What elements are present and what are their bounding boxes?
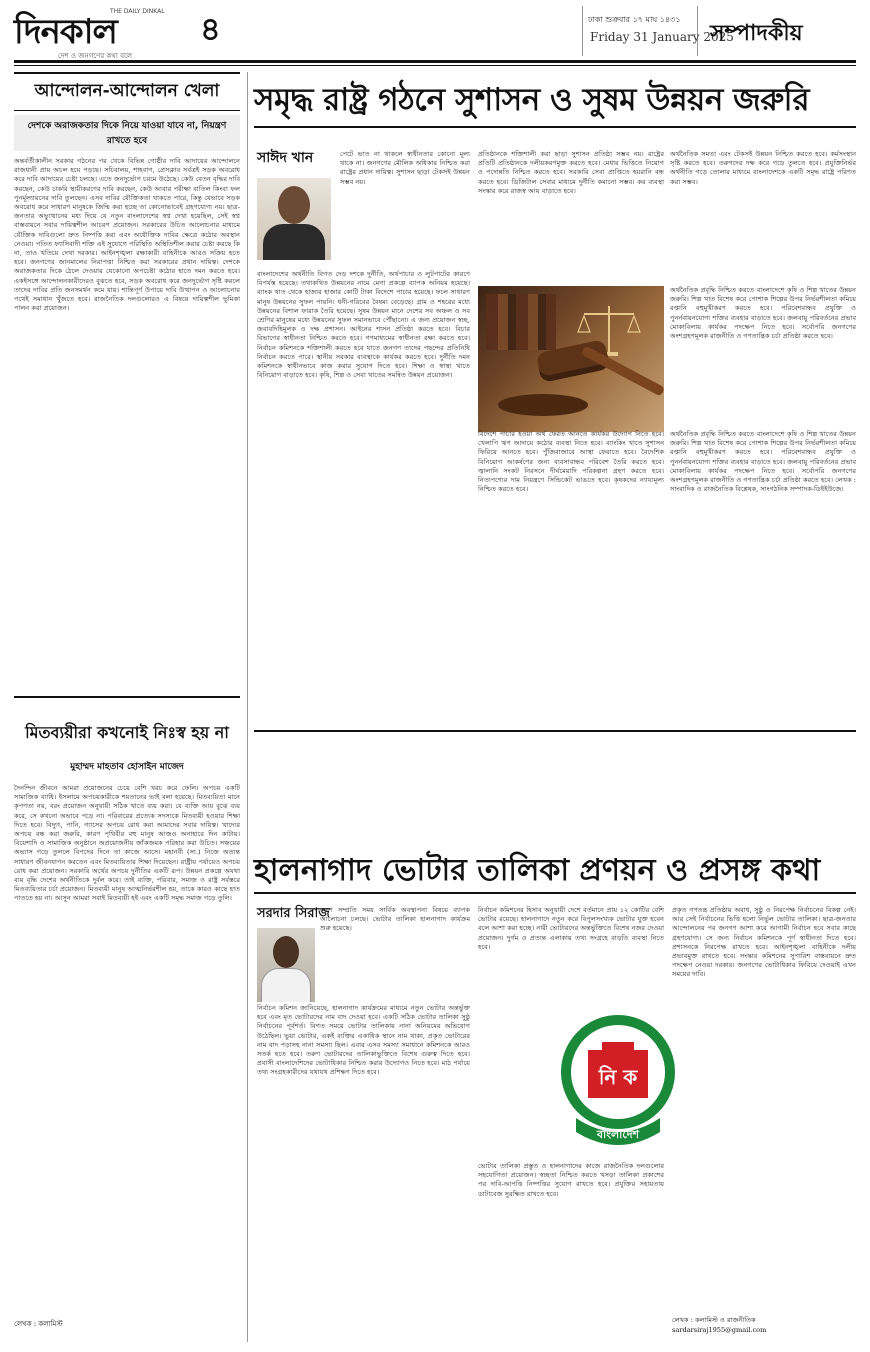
editorial-body: অন্তর্বর্তীকালীন সরকার গঠনের পর থেকে বিভিন্ন গোষ্ঠীর দাবি আদায়ের আন্দোলনে রাজধানী প্রায় অচল হয়ে পড়ছে। সচিবালয়, শাহবাগ, প্রেসক্লাব সর্বত্রই সড়ক অবরোধ করে দাবি আদায়ের চেষ্টা চলছে। এতে জনদুর্ভোগ চরমে উঠেছে। কেউ বেতন বৃদ্ধির দাবি করছেন, কেউ চাকরি স্থায়ীকরণের দাবি করছেন, কেউ আবার পরীক্ষা বাতিল কিংবা ফল পুনর্মূল্যায়নের দাবি তুলছেন। এসব দাবির যৌক্তিকতা থাকতে পারে, কিন্তু যেভাবে সড়ক অবরোধ করে সাধারণ মানুষকে জিম্মি করা হচ্ছে তা কোনোভাবেই গ্রহণযোগ্য নয়। ছাত্র-জনতার অভ্যুত্থানের মধ্য দিয়ে যে নতুন বাংলাদেশের স্বপ্ন দেখা হয়েছিল, সেই স্বপ্ন বাস্তবায়নে সবার দায়িত্বশীল আচরণ প্রয়োজন। সরকারের উচিত আলোচনার মাধ্যমে যৌক্তিক দাবিগুলো দ্রুত নিষ্পত্তি করা এবং অযৌক্তিক দাবির ক্ষেত্রে কঠোর অবস্থান নেওয়া। পতিত ফ্যাসিবাদী শক্তি এই সুযোগে পরিস্থিতি অস্থিতিশীল করার চেষ্টা করছে কি না, তাও খতিয়ে দেখা দরকার। আইনশৃঙ্খলা রক্ষাকারী বাহিনীকে আরও সক্রিয় হতে হবে। জনগণের জানমালের নিরাপত্তা নিশ্চিত করা সরকারের প্রধান দায়িত্ব। দেশকে অরাজকতার দিকে ঠেলে দেওয়ার যেকোনো অপচেষ্টা কঠোর হাতে দমন করতে হবে। একইসঙ্গে আন্দোলনকারীদেরও বুঝতে হবে, সড়ক অবরোধ করে জনদুর্ভোগ সৃষ্টি করলে তাদের দাবির প্রতি জনসমর্থন কমে যায়। শান্তিপূর্ণ উপায়ে দাবি উত্থাপন ও আলোচনার পথেই সমাধান খুঁজতে হবে। রাজনৈতিক দলগুলোরও এ বিষয়ে দায়িত্বশীল ভূমিকা পালন করা প্রয়োজন।	[14, 157, 240, 313]
article1-col2-cont: বিদেশে পাচার হওয়া অর্থ ফেরত আনতে কার্যকর উদ্যোগ নিতে হবে। খেলাপি ঋণ আদায়ে কঠোর ব্যবস্থা নিতে হবে। ব্যাংকিং খাতে সুশাসন ফিরিয়ে আনতে হবে। পুঁজিবাজারে আস্থা ফেরাতে হবে। বৈদেশিক বিনিয়োগ আকর্ষণের জন্য ব্যবসাবান্ধব পরিবেশ তৈরি করতে হবে। জ্বালানি সংকট নিরসনে দীর্ঘমেয়াদি পরিকল্পনা গ্রহণ করতে হবে। নিত্যপণ্যের দাম নিয়ন্ত্রণে সিন্ডিকেট ভাঙতে হবে। কৃষকদের ন্যায্যমূল্য নিশ্চিত করতে হবে।	[478, 430, 664, 494]
author-photo	[257, 178, 331, 260]
masthead-rule-thin	[14, 65, 856, 66]
article1-footer: লেখক : সাংবাদিক ও রাজনৈতিক বিশ্লেষক, সাংগঠনিক সম্পাদক-ডিইইউজে।	[670, 476, 856, 494]
thrift-footer: লেখক : কলামিস্ট	[14, 1320, 63, 1328]
article2-email[interactable]: sardarsiraj1955@gmail.com	[672, 1326, 767, 1334]
article1-byline: সাঈদ খান	[257, 150, 314, 166]
paper-tagline: দেশ ও জনগণের কথা বলে	[58, 52, 133, 60]
paper-sub: THE DAILY DINKAL	[110, 8, 165, 15]
column-divider	[247, 72, 248, 1342]
article2-byline: সরদার সিরাজ	[257, 906, 330, 921]
article2-col3-text: প্রকৃত গণতন্ত্র প্রতিষ্ঠায় অবাধ, সুষ্ঠু ও নিরপেক্ষ নির্বাচনের বিকল্প নেই। আর সেই নির্বাচনের ভিত্তি হলো নির্ভুল ভোটার তালিকা। ছাত্র-জনতার আন্দোলনের পর জনগণ আশা করে আগামী নির্বাচন হবে সবার কাছে গ্রহণযোগ্য। সে জন্য নির্বাচন কমিশনকে পূর্ণ স্বাধীনতা দিতে হবে। প্রশাসনকে নিরপেক্ষ রাখতে হবে। আইনশৃঙ্খলা বাহিনীকে দলীয় প্রভাবমুক্ত রাখতে হবে। সংস্কার কমিশনের সুপারিশ বাস্তবায়নে দ্রুত পদক্ষেপ নেওয়া দরকার। জনগণের ভোটাধিকার ফিরিয়ে দেওয়াই এখন সময়ের দাবি।	[672, 906, 856, 979]
article2-col2-cont: ভোটার তালিকা প্রস্তুত ও হালনাগাদের কাজে রাজনৈতিক দলগুলোর সহযোগিতা প্রয়োজন। স্বচ্ছতা নিশ্চিত করতে খসড়া তালিকা প্রকাশের পর দাবি-আপত্তি নিষ্পত্তির সুযোগ রাখতে হবে। প্রযুক্তির সহায়তায় ডাটাবেজ সুরক্ষিত রাখতে হবে।	[478, 1162, 664, 1198]
thrift-headline[interactable]: মিতব্যয়ীরা কখনোই নিঃস্ব হয় না	[25, 723, 229, 742]
left-column-rule	[14, 696, 240, 698]
election-commission-logo	[556, 1010, 680, 1162]
gavel-block	[498, 394, 588, 416]
masthead-rule	[14, 60, 856, 63]
article2-col2: নির্বাচন কমিশনের হিসাব অনুযায়ী দেশে বর্তমানে প্রায় ১২ কোটির বেশি ভোটার রয়েছে। হালনাগাদে নতুন করে বিপুলসংখ্যক ভোটার যুক্ত হবেন বলে আশা করা হচ্ছে। নারী ভোটারদের অন্তর্ভুক্তিতে বিশেষ নজর দেওয়া প্রয়োজন। দুর্গম ও প্রত্যন্ত এলাকায় তথ্য সংগ্রহে বাড়তি ব্যবস্থা নিতে হবে।	[478, 906, 664, 951]
editorial-subhead: দেশকে অরাজকতার দিকে নিয়ে যাওয়া যাবে না, নিয়ন্ত্রণ রাখতে হবে	[14, 115, 240, 151]
author2-face	[273, 936, 299, 968]
article2-footer: লেখক : কলামিস্ট ও রাজনীতিক	[672, 1316, 756, 1324]
section-title: সম্পাদকীয়	[710, 21, 803, 46]
article2-headline[interactable]: হালনাগাদ ভোটার তালিকা প্রণয়ন ও প্রসঙ্গ কথা	[254, 853, 821, 888]
date-english: Friday 31 January 2025	[590, 30, 734, 44]
paper-name: দিনকাল	[14, 12, 117, 52]
article2-col3	[672, 906, 856, 1340]
article1-col3-cont: অর্থনৈতিক প্রবৃদ্ধি নিশ্চিত করতে বাংলাদেশে কৃষি ও শিল্প খাতের উন্নয়ন জরুরি। শিল্প খাত বিশেষ করে পোশাক শিল্পের উপর নির্ভরশীলতা কমিয়ে রপ্তানি বহুমুখীকরণ করতে হবে। পরিবেশবান্ধব প্রযুক্তি ও পুনর্নবায়নযোগ্য শক্তির ব্যবহার বাড়াতে হবে। জলবায়ু পরিবর্তনের প্রভাব মোকাবিলায় কার্যকর পদক্ষেপ নিতে হবে। সর্বোপরি জনগণের অংশগ্রহণমূলক রাজনীতি ও গণতান্ত্রিক চর্চা প্রতিষ্ঠা করতে হবে।	[670, 286, 856, 341]
ec-logo-country: বাংলাদেশ	[596, 1128, 640, 1141]
article2-rule	[254, 892, 856, 894]
article2-col1: নির্বাচন কমিশন জানিয়েছে, হালনাগাদ কার্যক্রমের মাধ্যমে নতুন ভোটার অন্তর্ভুক্ত হবে এবং মৃত ভোটারদের নাম বাদ দেওয়া হবে। একটি সঠিক ভোটার তালিকা সুষ্ঠু নির্বাচনের পূর্বশর্ত। বিগত সময়ে ভোটার তালিকায় নানা অনিয়মের অভিযোগ উঠেছিল। ভুয়া ভোটার, একই ব্যক্তির একাধিক স্থানে নাম থাকা, প্রকৃত ভোটারের নাম বাদ পড়াসহ নানা সমস্যা ছিল। এবার এসব সমস্যা সমাধানে কমিশনকে আরও সতর্ক হতে হবে। তরুণ ভোটারদের তালিকাভুক্তিতে বিশেষ গুরুত্ব দিতে হবে। প্রবাসী বাংলাদেশিদের ভোটাধিকার নিশ্চিত করার উদ্যোগও নিতে হবে। মাঠ পর্যায়ে তথ্য সংগ্রহকারীদের যথাযথ প্রশিক্ষণ দিতে হবে।	[257, 1004, 470, 1077]
masthead	[0, 0, 870, 80]
article-separator	[254, 730, 856, 732]
author2-photo	[257, 928, 315, 1002]
article1-col1: বাংলাদেশের অর্থনীতি বিগত দেড় দশকে দুর্নীতি, অর্থপাচার ও লুটপাটের কারণে বিপর্যস্ত হয়েছে। তথাকথিত উন্নয়নের নামে মেগা প্রকল্পে ব্যাপক অনিয়ম হয়েছে। ব্যাংক খাত থেকে হাজার হাজার কোটি টাকা বিদেশে পাচার হয়েছে। ফলে সাধারণ মানুষ উন্নয়নের সুফল পায়নি। ধনী-গরিবের বৈষম্য বেড়েছে। গ্রাম ও শহরের মধ্যে উন্নয়নের বিশাল ফারাক তৈরি হয়েছে। সুষম উন্নয়ন মানে দেশের সব অঞ্চল ও সব শ্রেণির মানুষের মধ্যে উন্নয়নের সুফল সমানভাবে পৌঁছানো। এ জন্য প্রয়োজন স্বচ্ছ, জবাবদিহিমূলক ও দক্ষ প্রশাসন। আইনের শাসন প্রতিষ্ঠা করতে হবে। বিচার বিভাগের স্বাধীনতা নিশ্চিত করতে হবে। গণমাধ্যমের স্বাধীনতা রক্ষা করতে হবে। নির্বাচন কমিশনকে শক্তিশালী করতে হবে যাতে জনগণ তাদের পছন্দের প্রতিনিধি নির্বাচন করতে পারে। স্থানীয় সরকার ব্যবস্থাকে কার্যকর করতে হবে। দুর্নীতি দমন কমিশনকে স্বাধীনভাবে কাজ করার সুযোগ দিতে হবে। শিক্ষা ও স্বাস্থ্য খাতে বিনিয়োগ বাড়াতে হবে। কৃষি, শিল্প ও সেবা খাতের সমন্বিত উন্নয়ন প্রয়োজন।	[257, 270, 470, 380]
article2-intro: দেশে সম্প্রতি সময় সার্বিক অবস্থাপনা বিষয়ে ব্যাপক আলোচনা চলছে। ভোটার তালিকা হালনাগাদ কার্যক্রম শুরু হয়েছে।	[320, 906, 470, 933]
article1-col3: অর্থনৈতিক সমতা এবং টেকসই উন্নয়ন নিশ্চিত করতে হবে। কর্মসংস্থান সৃষ্টি করতে হবে। তরুণদের দক্ষ করে গড়ে তুলতে হবে। প্রযুক্তিনির্ভর অর্থনীতি গড়ে তোলার মাধ্যমে বাংলাদেশকে একটি সমৃদ্ধ রাষ্ট্রে পরিণত করা সম্ভব।	[670, 150, 856, 186]
editorial-headline[interactable]: আন্দোলন-আন্দোলন খেলা	[14, 72, 240, 111]
author-body	[263, 224, 325, 260]
article1-intro: পেটে ভাত না থাকলে স্বাধীনতার কোনো মূল্য থাকে না। জনগণের মৌলিক অধিকার নিশ্চিত করা রাষ্ট্রের প্রধান দায়িত্ব। সুশাসন ছাড়া টেকসই উন্নয়ন সম্ভব নয়।	[340, 150, 470, 186]
gavel-photo	[478, 286, 664, 432]
article1-col4-text: অর্থনৈতিক প্রবৃদ্ধি নিশ্চিত করতে বাংলাদেশে কৃষি ও শিল্প খাতের উন্নয়ন জরুরি। শিল্প খাত বিশেষ করে পোশাক শিল্পের উপর নির্ভরশীলতা কমিয়ে রপ্তানি বহুমুখীকরণ করতে হবে। পরিবেশবান্ধব প্রযুক্তি ও পুনর্নবায়নযোগ্য শক্তির ব্যবহার বাড়াতে হবে। জলবায়ু পরিবর্তনের প্রভাব মোকাবিলায় কার্যকর পদক্ষেপ নিতে হবে। সর্বোপরি জনগণের অংশগ্রহণমূলক রাজনীতি ও গণতান্ত্রিক চর্চা প্রতিষ্ঠা করতে হবে।	[670, 430, 856, 485]
thrift-byline: মুহাম্মদ মাহতাব হোসাইন মাজেদ	[70, 762, 184, 772]
thrift-body: দৈনন্দিন জীবনে আমরা প্রয়োজনের চেয়ে বেশি খরচ করে ফেলি। অপচয় একটি সামাজিক ব্যাধি। ইসলামে অপচয়কারীকে শয়তানের ভাই বলা হয়েছে। মিতব্যয়িতা মানে কৃপণতা নয়, বরং প্রয়োজন অনুযায়ী সঠিক খাতে ব্যয় করা। যে ব্যক্তি আয় বুঝে ব্যয় করে, সে কখনো অভাবে পড়ে না। পরিবারের প্রত্যেক সদস্যকে মিতব্যয়ী হওয়ার শিক্ষা দিতে হবে। বিদ্যুৎ, পানি, গ্যাসের অপচয় রোধ করা আমাদের সবার দায়িত্ব। খাদ্যের অপচয় বন্ধ করা জরুরি, কারণ পৃথিবীর বহু মানুষ আজও অনাহারে দিন কাটায়। বিয়েশাদি ও সামাজিক অনুষ্ঠানে অপ্রয়োজনীয় জাঁকজমক পরিহার করা উচিত। সঞ্চয়ের অভ্যাস গড়ে তুললে বিপদের দিনে তা কাজে আসে। মহানবী (সা.) নিজে অত্যন্ত সাধারণ জীবনযাপন করতেন এবং মিতব্যয়িতার শিক্ষা দিয়েছেন। রাষ্ট্রীয় পর্যায়েও অপচয় রোধ করা প্রয়োজন। সরকারি অর্থের অপচয় দুর্নীতির একটি রূপ। উন্নয়ন প্রকল্পে অযথা ব্যয় বৃদ্ধি দেশের অর্থনীতিকে দুর্বল করে। তাই ব্যক্তি, পরিবার, সমাজ ও রাষ্ট্র সর্বস্তরে মিতব্যয়িতার চর্চা প্রয়োজন। মিতব্যয়ী মানুষ আত্মনির্ভরশীল হয়, তাকে কারও কাছে হাত পাততে হয় না। আসুন আমরা সবাই মিতব্যয়ী হই এবং একটি সমৃদ্ধ সমাজ গড়ে তুলি।	[14, 784, 240, 903]
date-bangla: ঢাকা শুক্রবার ১৭ মাঘ ১৪৩১	[588, 15, 681, 24]
article1-col4	[670, 430, 856, 730]
article1-rule	[254, 126, 856, 128]
article1-headline[interactable]: সমৃদ্ধ রাষ্ট্র গঠনে সুশাসন ও সুষম উন্নয়ন জরুরি	[254, 82, 810, 118]
left-column	[14, 72, 240, 1342]
page-number: ৪	[200, 10, 221, 48]
article1-col2: প্রতিষ্ঠানকে শক্তিশালী করা ছাড়া সুশাসন প্রতিষ্ঠা সম্ভব নয়। রাষ্ট্রের প্রতিটি প্রতিষ্ঠানকে দলীয়করণমুক্ত করতে হবে। মেধার ভিত্তিতে নিয়োগ ও পদোন্নতি নিশ্চিত করতে হবে। সরকারি সেবা প্রাপ্তিতে হয়রানি বন্ধ করতে হবে। ডিজিটাল সেবার মাধ্যমে দুর্নীতি কমানো সম্ভব। কর ব্যবস্থা সংস্কার করে রাজস্ব আয় বাড়াতে হবে।	[478, 150, 664, 195]
author2-body	[261, 968, 311, 1002]
ec-logo-letters: নি ক	[598, 1065, 638, 1089]
author-face	[278, 186, 310, 224]
books-image	[486, 294, 556, 350]
